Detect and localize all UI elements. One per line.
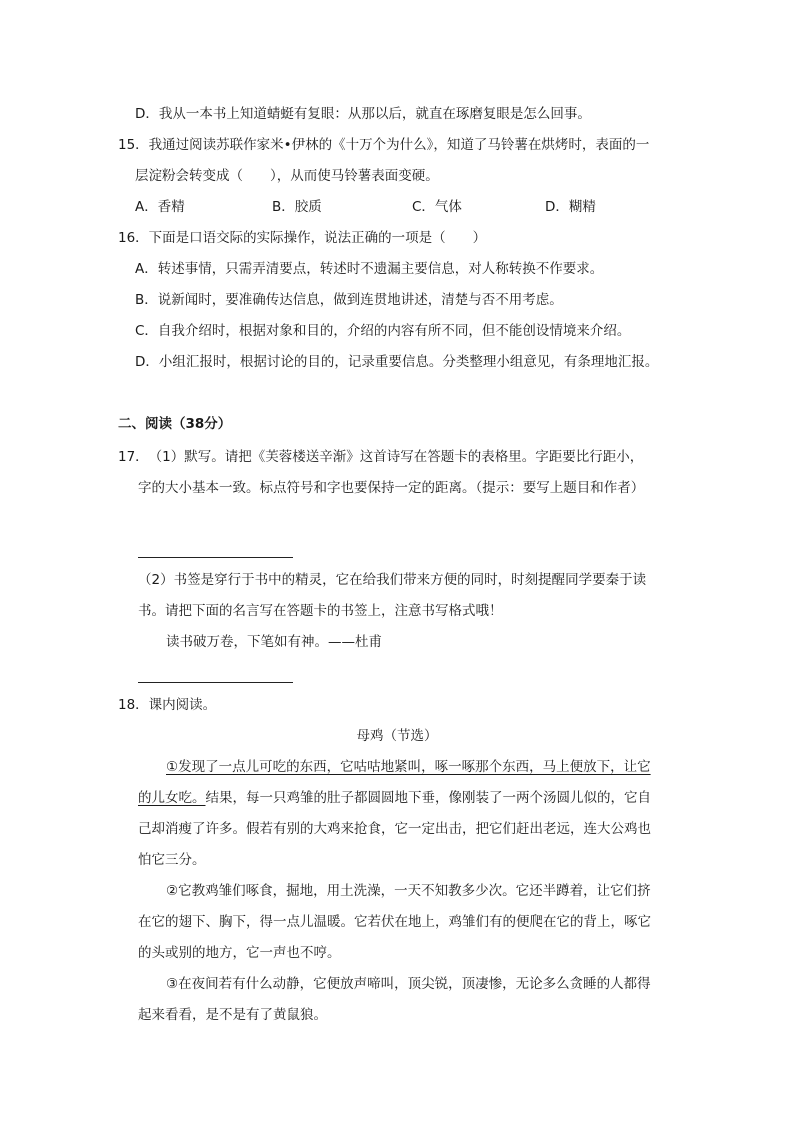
q15-stem-line1: 15．我通过阅读苏联作家米•伊林的《十万个为什么》，知道了马铃薯在烘烤时，表面的一	[118, 137, 650, 153]
answer-rule-2	[138, 682, 293, 683]
passage-p1-line2-rest: 结果，每一只鸡雏的肚子都圆圆地下垂，像刚装了一两个汤圆儿似的，它自	[205, 790, 651, 806]
q14-option-d: D．我从一本书上知道蜻蜓有复眼：从那以后，就直在琢磨复眼是怎么回事。	[135, 106, 591, 122]
q16-option-d: D．小组汇报时，根据讨论的目的，记录重要信息。分类整理小组意见，有条理地汇报。	[135, 354, 659, 370]
section-heading: 二、阅读（38分）	[118, 416, 232, 432]
passage-p2-line2: 在它的翅下、胸下，得一点儿温暖。它若伏在地上，鸡雏们有的便爬在它的背上，啄它	[138, 914, 651, 930]
q18-stem: 18．课内阅读。	[118, 697, 217, 713]
q17-part1-line2: 字的大小基本一致。标点符号和字也要保持一定的距离。（提示：要写上题目和作者）	[138, 480, 645, 496]
q16-option-c: C．自我介绍时，根据对象和目的，介绍的内容有所不同，但不能创设情境来介绍。	[135, 323, 631, 339]
q15-option-b: B．胶质	[272, 199, 322, 215]
q17-part2-line2: 书。请把下面的名言写在答题卡的书签上，注意书写格式哦！	[138, 603, 503, 619]
q17-quote: 读书破万卷，下笔如有神。——杜甫	[166, 634, 382, 650]
answer-rule-1	[138, 557, 293, 558]
passage-p3-line1: ③在夜间若有什么动静，它便放声啼叫，顶尖锐，顶凄惨，无论多么贪睡的人都得	[166, 976, 651, 992]
q16-stem: 16．下面是口语交际的实际操作，说法正确的一项是（ ）	[118, 230, 487, 246]
q17-part2-line1: （2）书签是穿行于书中的精灵，它在给我们带来方便的同时，时刻提醒同学要秦于读	[138, 572, 647, 588]
passage-p1-underlined-end: 的儿女吃。	[138, 790, 206, 806]
q16-option-b: B．说新闻时，要准确传达信息，做到连贯地讲述，清楚与否不用考虑。	[135, 292, 563, 308]
q15-option-d: D．糊精	[545, 199, 596, 215]
q15-option-a: A．香精	[135, 199, 185, 215]
passage-title: 母鸡（节选）	[356, 728, 438, 744]
q15-stem-line2: 层淀粉会转变成（ ），从而使马铃薯表面变硬。	[135, 168, 439, 184]
passage-p2-line3: 的头或别的地方，它一声也不哼。	[138, 945, 341, 961]
passage-p1-line2	[138, 788, 651, 808]
passage-p1-line4: 怕它三分。	[138, 852, 206, 868]
passage-p1-line1: ①发现了一点儿可吃的东西，它咕咕地紧叫，啄一啄那个东西，马上便放下，让它	[166, 759, 651, 775]
passage-p2-line1: ②它教鸡雏们啄食，掘地，用土洗澡，一天不知教多少次。它还半蹲着，让它们挤	[166, 883, 651, 899]
q16-option-a: A．转述事情，只需弄清要点，转述时不遗漏主要信息，对人称转换不作要求。	[135, 261, 604, 277]
q17-part1-line1: 17． （1）默写。请把《芙蓉楼送辛渐》这首诗写在答题卡的表格里。字距要比行距小，	[118, 449, 644, 465]
passage-p3-line2: 起来看看，是不是有了黄鼠狼。	[138, 1007, 327, 1023]
passage-p1-line3: 己却消瘦了许多。假若有别的大鸡来抢食，它一定出击，把它们赶出老远，连大公鸡也	[138, 821, 651, 837]
q15-option-c: C．气体	[412, 199, 462, 215]
